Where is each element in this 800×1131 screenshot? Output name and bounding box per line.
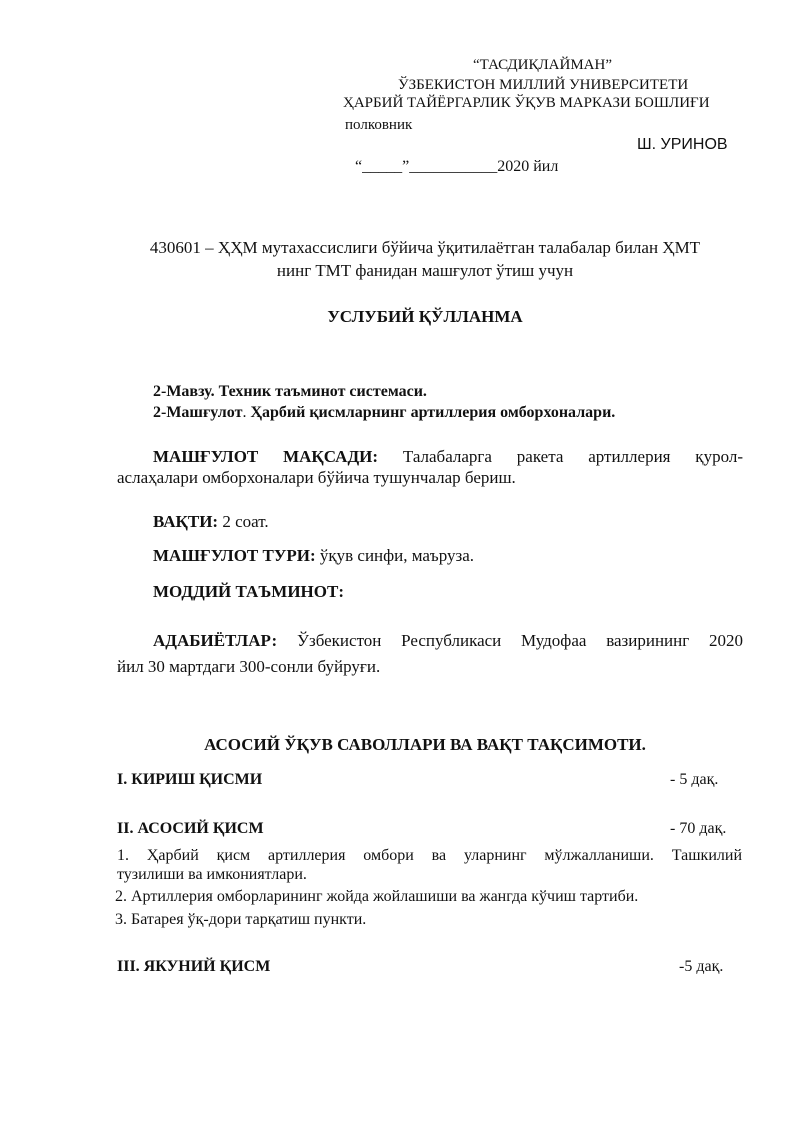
literature-label: АДАБИЁТЛАР: [153,631,278,650]
type-line [153,546,474,566]
topic-text: Техник таъминот системаси. [214,383,427,400]
goal-line-1 [153,447,743,467]
intro-line-1: 430601 – ҲҲМ мутахассислиги бўйича ўқитилаётган талабалар билан ҲМТ [149,238,701,257]
material-label: МОДДИЙ ТАЪМИНОТ: [153,582,345,601]
part1-title: I. КИРИШ ҚИСМИ [117,771,263,788]
lesson-text: Ҳарбий қисмларнинг артиллерия омборхоналари. [250,404,616,421]
approval-name: Ш. УРИНОВ [637,136,728,153]
type-value: ўқув синфи, маъруза. [315,546,475,565]
approval-rank: полковник [345,117,413,133]
part2-question-2: 2. Артиллерия омборларининг жойда жойлашиши ва жангда кўчиш тартиби. [115,888,639,905]
part1-time: - 5 дақ. [670,771,719,788]
approval-center-head: ҲАРБИЙ ТАЙЁРГАРЛИК ЎҚУВ МАРКАЗИ БОШЛИҒИ [343,95,710,111]
lesson-separator: . [242,404,251,421]
intro-line-2: нинг ТМТ фанидан машғулот ўтиш учун [276,261,574,280]
topic-line [153,383,427,401]
part2-time: - 70 дақ. [670,820,727,837]
approval-date-line: “_____”___________2020 йил [355,158,559,175]
approval-university: ЎЗБЕКИСТОН МИЛЛИЙ УНИВЕРСИТЕТИ [398,77,689,93]
literature-text-2: йил 30 мартдаги 300-сонли буйруғи. [117,657,381,676]
literature-line-1 [153,631,743,651]
part2-question-3: 3. Батарея ўқ-дори тарқатиш пункти. [115,911,367,928]
lesson-line [153,404,615,422]
doc-title: УСЛУБИЙ ҚЎЛЛАНМА [327,307,523,326]
part2-title: II. АСОСИЙ ҚИСМ [117,820,264,837]
literature-text-1: Ўзбекистон Республикаси Мудофаа вазирининг 2020 [277,631,743,650]
lesson-label: 2-Машғулот [153,404,243,421]
topic-label: 2-Мавзу. [153,383,215,400]
goal-text-1: Талабаларга ракета артиллерия қурол- [378,447,743,466]
part2-question-1-line-1: 1. Ҳарбий қисм артиллерия омбори ва уларнинг мўлжалланиши. Ташкилий [117,847,742,864]
time-value: 2 соат. [218,512,269,531]
part2-question-1-line-2: тузилиши ва имкониятлари. [117,866,307,883]
type-label: МАШҒУЛОТ ТУРИ: [153,546,316,565]
part3-title: III. ЯКУНИЙ ҚИСМ [117,958,271,975]
approval-stamp-title: “ТАСДИҚЛАЙМАН” [473,57,612,73]
section-title: АСОСИЙ ЎҚУВ САВОЛЛАРИ ВА ВАҚТ ТАҚСИМОТИ. [204,735,646,754]
time-line [153,512,269,532]
goal-label: МАШҒУЛОТ МАҚСАДИ: [153,447,379,466]
goal-text-2: аслаҳалари омборхоналари бўйича тушунчалар бериш. [117,468,516,487]
part3-time: -5 дақ. [679,958,724,975]
time-label: ВАҚТИ: [153,512,219,531]
